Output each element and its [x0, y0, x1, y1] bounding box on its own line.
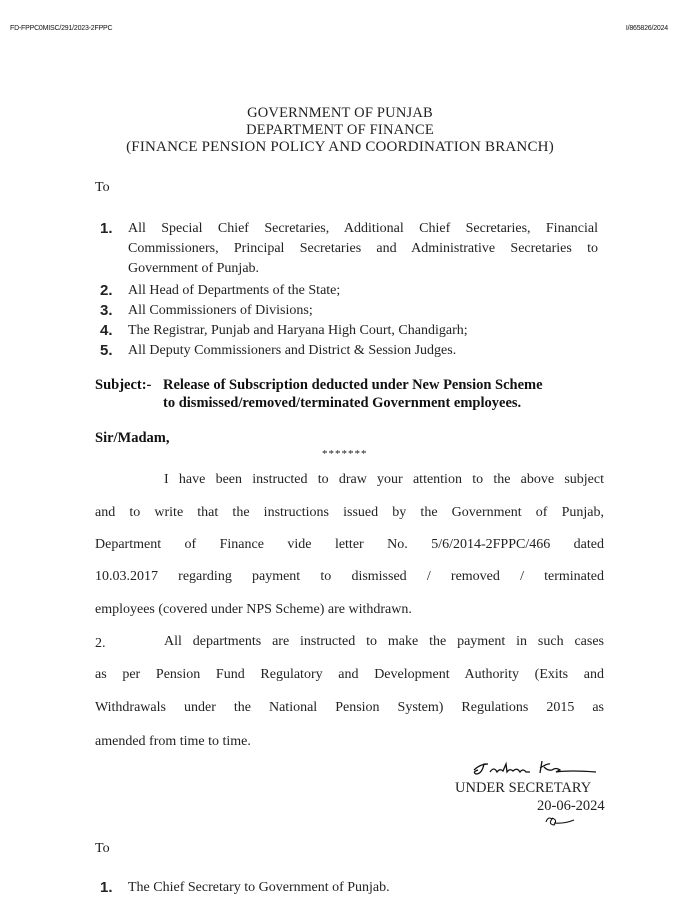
addressee-item: All Head of Departments of the State;: [128, 283, 341, 298]
file-number: FD-FPPC0MISC/291/2023-2FPPC: [10, 25, 113, 32]
addressee-number: 1.: [100, 220, 113, 237]
subject-line: to dismissed/removed/terminated Government employees.: [163, 395, 522, 411]
body-line: All departments are instructed to make the payment in such cases: [164, 634, 604, 649]
addressee-item: All Commissioners of Divisions;: [128, 303, 313, 318]
paragraph-number: 2.: [95, 636, 106, 651]
handwritten-signature-icon: [470, 758, 600, 780]
addressee-item: Commissioners, Principal Secretaries and Administrative Secretaries to: [128, 241, 598, 256]
signature-date: 20-06-2024: [537, 798, 605, 814]
signatory-designation: UNDER SECRETARY: [455, 780, 592, 796]
separator: *******: [322, 448, 368, 460]
copy-to-number: 1.: [100, 879, 113, 896]
subject-line: Release of Subscription deducted under New Pension Scheme: [163, 377, 543, 393]
to-label: To: [95, 180, 110, 195]
addressee-item: The Registrar, Punjab and Haryana High Court, Chandigarh;: [128, 323, 468, 338]
addressee-number: 4.: [100, 322, 113, 339]
body-line: employees (covered under NPS Scheme) are withdrawn.: [95, 602, 412, 617]
addressee-number: 3.: [100, 302, 113, 319]
body-line: as per Pension Fund Regulatory and Development Authority (Exits and: [95, 667, 604, 682]
addressee-item: Government of Punjab.: [128, 261, 260, 276]
addressee-item: All Deputy Commissioners and District & Session Judges.: [128, 343, 457, 358]
body-line: 10.03.2017 regarding payment to dismissed / removed / terminated: [95, 569, 604, 584]
body-line: amended from time to time.: [95, 734, 251, 749]
body-line: and to write that the instructions issued by the Government of Punjab,: [95, 505, 604, 520]
copy-to-label: To: [95, 841, 110, 856]
addressee-item: All Special Chief Secretaries, Additional Chief Secretaries, Financial: [128, 221, 598, 236]
letterhead-branch: (FINANCE PENSION POLICY AND COORDINATION BRANCH): [126, 139, 554, 155]
initials-icon: [542, 814, 578, 828]
letterhead-department: DEPARTMENT OF FINANCE: [246, 122, 434, 138]
body-line: Withdrawals under the National Pension System) Regulations 2015 as: [95, 700, 604, 715]
body-line: Department of Finance vide letter No. 5/6/2014-2FPPC/466 dated: [95, 537, 604, 552]
salutation: Sir/Madam,: [95, 430, 170, 446]
subject-label: Subject:-: [95, 377, 152, 393]
body-line: I have been instructed to draw your attention to the above subject: [164, 472, 604, 487]
addressee-number: 5.: [100, 342, 113, 359]
letterhead-government: GOVERNMENT OF PUNJAB: [247, 105, 433, 121]
copy-to-item: The Chief Secretary to Government of Punjab.: [128, 880, 390, 895]
diary-number: I/865826/2024: [625, 25, 668, 32]
addressee-number: 2.: [100, 282, 113, 299]
